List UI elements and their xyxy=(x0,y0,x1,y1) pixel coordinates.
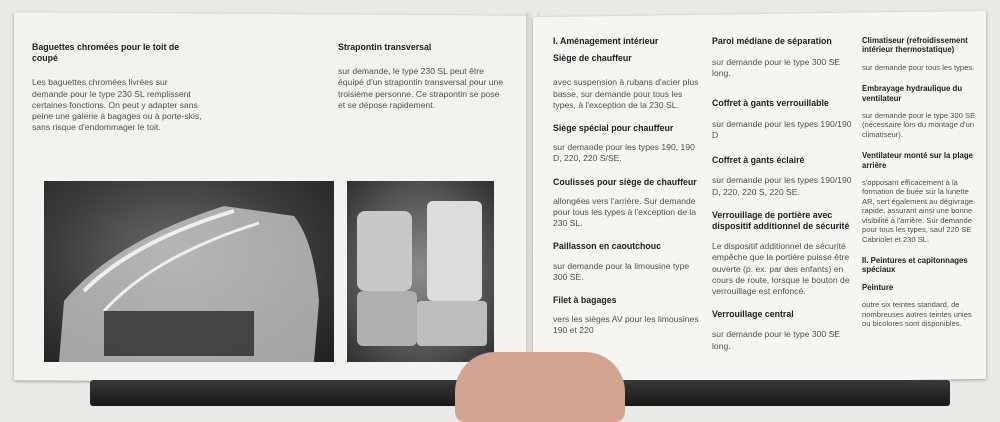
entry xyxy=(712,210,852,297)
entry xyxy=(862,283,980,329)
entry-heading: Verrouillage central xyxy=(712,309,794,320)
right-column-2 xyxy=(712,36,852,352)
entry-body: vers les sièges AV pour les limousines 190 et 220 xyxy=(553,314,699,336)
jump-seat-photo xyxy=(347,181,494,362)
section-heading: Strapontin transversal xyxy=(338,42,432,52)
entry-heading: Coffret à gants éclairé xyxy=(712,155,805,166)
entry xyxy=(553,177,701,230)
entry xyxy=(553,53,701,111)
entry-body: s'opposant efficacement à la formation de buée sur la lunette AR, sert également au dégivrage rapide, assurant ainsi une bonne visibilité à l'arrière. Sur demande pour tous les types, sauf 220 SE Cabriolet et 230 SL. xyxy=(862,178,974,244)
entry-body: outre six teintes standard, de nombreuses autres teintes unies ou bicolores sont disponibles. xyxy=(862,300,972,328)
entry xyxy=(712,309,852,352)
entry-body: sur demande pour la limousine type 300 SE. xyxy=(553,260,690,282)
entry-heading: Siège de chauffeur xyxy=(553,53,632,64)
section-title: I. Aménagement intérieur xyxy=(553,36,659,46)
section-title: II. Peintures et capitonnages spéciaux xyxy=(862,255,968,275)
entry-body: sur demande pour le type 300 SE long. xyxy=(712,57,841,79)
entry-heading: Ventilateur monté sur la plage arrière xyxy=(862,151,973,170)
car-roof-rack-photo xyxy=(44,181,334,362)
entry-body: sur demande pour les types 190/190 D xyxy=(712,118,852,141)
entry-heading: Paillasson en caoutchouc xyxy=(553,241,662,252)
entry xyxy=(553,241,701,283)
section-body: Les baguettes chromées livrées sur demande pour le type 230 SL remplissent certaines fonctions. On peut y adapter sans peine une galerie à bagages ou à porte-skis, sans risque d'endommager le toit. xyxy=(32,77,202,133)
section-body: sur demande, le type 230 SL peut être équipé d'un strapontin transversal pour une troisième personne. Ce strapontin se pose et se dépose rapidement. xyxy=(338,66,504,110)
entry-heading: Peinture xyxy=(862,282,894,292)
entry xyxy=(862,84,980,139)
entry xyxy=(862,256,980,275)
entry-heading: Verrouillage de portière avec dispositif additionnel de sécurité xyxy=(712,209,850,232)
entry-body: sur demande pour les types 190, 190 D, 220, 220 S/SE. xyxy=(553,142,695,164)
entry-body: sur demande pour tous les types. xyxy=(862,62,975,72)
entry-body: Le dispositif additionnel de sécurité empêche que la portière puisse être ouverte (p. ex. par des enfants) en cours de route, lorsque le bouton de verrouillage est enfoncé. xyxy=(712,241,850,297)
entry-heading: Filet à bagages xyxy=(553,295,617,306)
entry xyxy=(712,98,852,142)
entry xyxy=(553,295,701,337)
hand xyxy=(455,352,625,422)
entry-body: allongées vers l'arrière. Sur demande pour tous les types à l'exception de la 230 SL. xyxy=(553,195,697,229)
entry-heading: Siège spécial pour chauffeur xyxy=(553,123,674,134)
entry-heading: Paroi médiane de séparation xyxy=(712,36,832,46)
entry-body: avec suspension à rubans d'acier plus basse, sur demande pour tous les types, à l'exception de la 230 SL. xyxy=(553,77,699,110)
entry-heading: Coffret à gants verrouillable xyxy=(712,97,829,108)
section-heading: Baguettes chromées pour le toit de coupé xyxy=(32,42,180,64)
entry xyxy=(712,36,852,80)
entry-body: sur demande pour le type 300 SE (nécessaire lors du montage d'un climatiseur). xyxy=(862,111,976,139)
entry-heading: Coulisses pour siège de chauffeur xyxy=(553,176,697,187)
entry-body: sur demande pour les types 190/190 D, 220, 220 S, 220 SE. xyxy=(712,175,852,197)
entry-body: sur demande pour le type 300 SE long. xyxy=(712,329,841,351)
right-column-3 xyxy=(862,36,980,328)
entry-heading: Embrayage hydraulique du ventilateur xyxy=(862,84,963,103)
entry xyxy=(553,123,701,165)
section-chrome-rails xyxy=(32,42,202,133)
right-column-1 xyxy=(553,36,701,337)
entry xyxy=(862,36,980,72)
entry-heading: Climatiseur (refroidissement intérieur thermostatique) xyxy=(862,36,968,55)
entry xyxy=(712,155,852,198)
section-jump-seat xyxy=(338,42,506,111)
entry xyxy=(862,151,980,244)
